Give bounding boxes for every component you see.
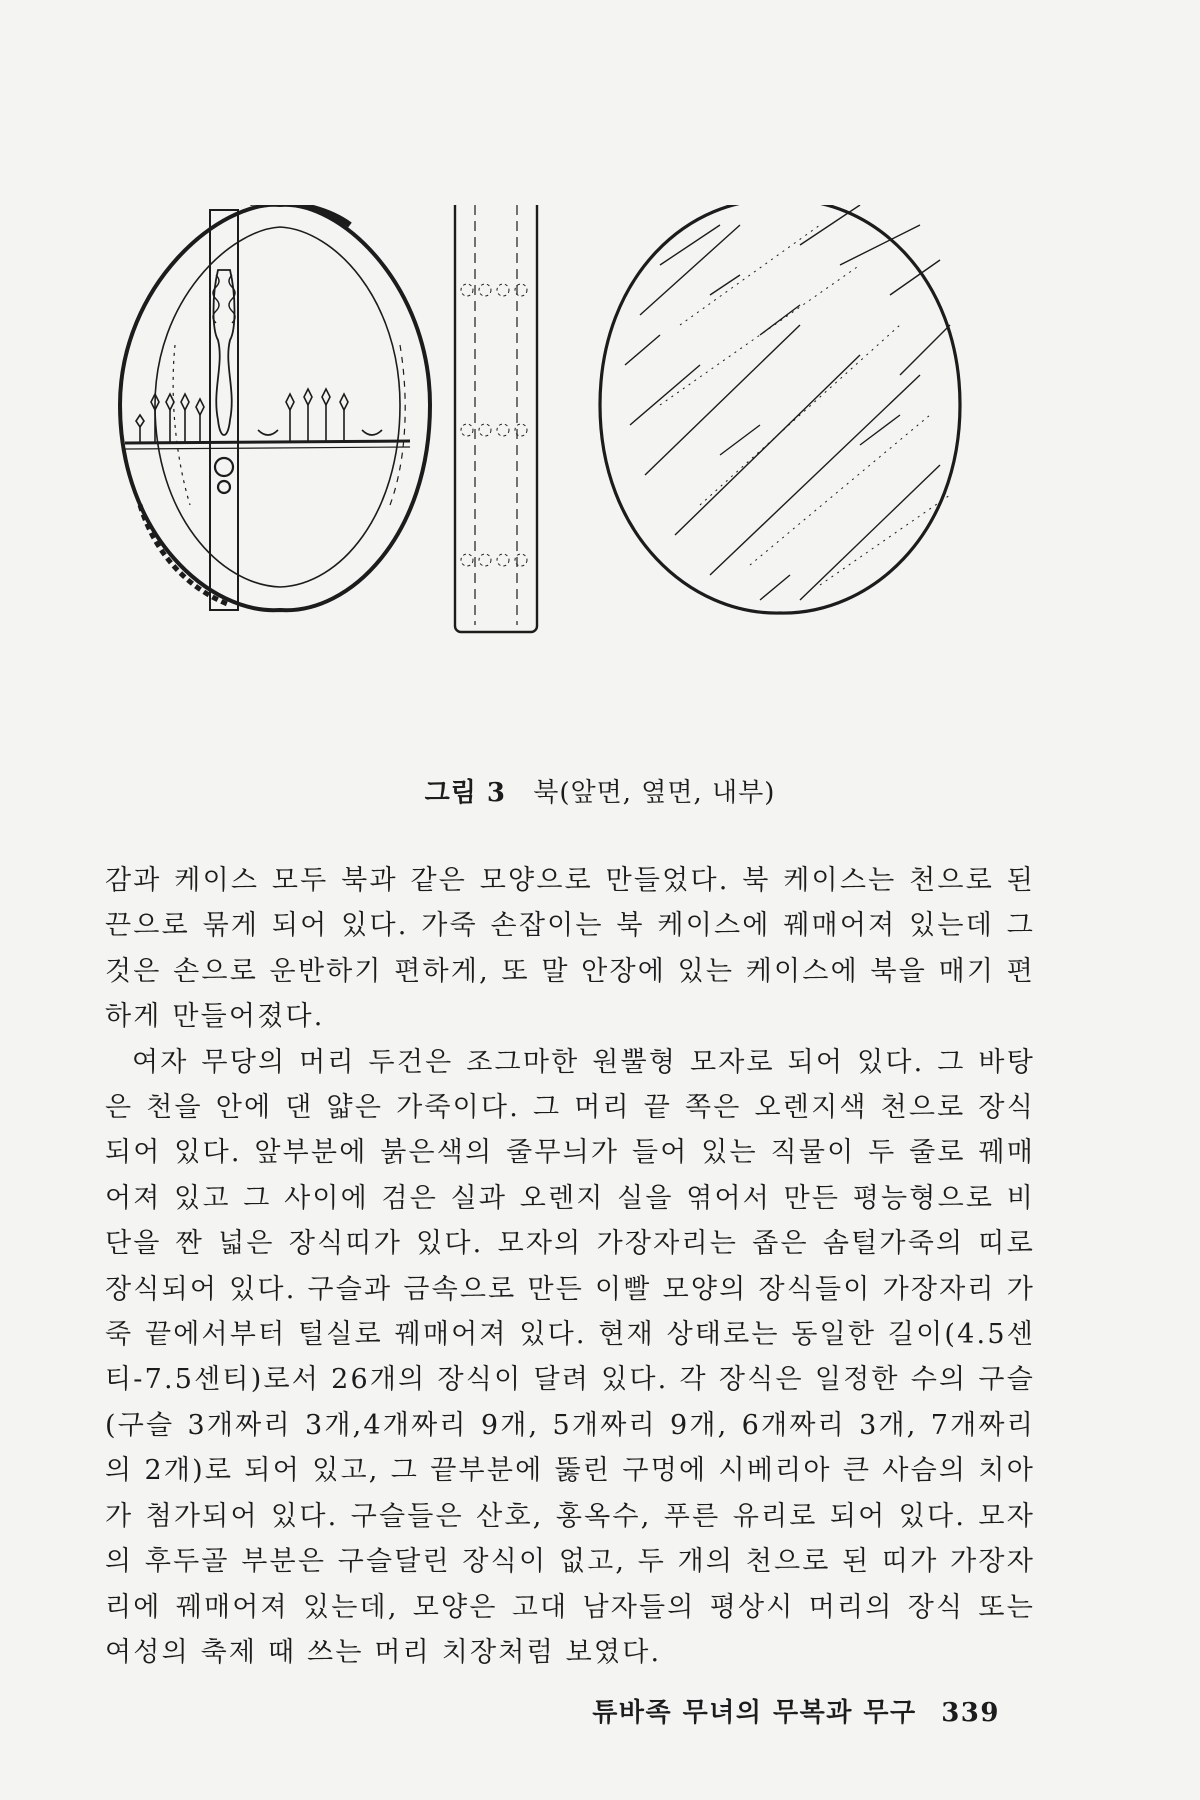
running-title: 튜바족 무녀의 무복과 무구: [592, 1698, 917, 1728]
page-number: 339: [941, 1698, 1000, 1728]
paragraph-2: 여자 무당의 머리 두건은 조그마한 원뿔형 모자로 되어 있다. 그 바탕은 천을 안에 댄 얇은 가죽이다. 그 머리 끝 쪽은 오렌지색 천으로 장식되어 있다. 앞부분에 붉은색의 줄무늬가 들어 있는 직물이 두 줄로 꿰매어져 있고 그 사이에 검은 실과 오렌지 실을 엮어서 만든 평능형으로 비단을 짠 넓은 장식띠가 있다. 모자의 가장자리는 좁은 솜털가죽의 띠로 장식되어 있다. 구슬과 금속으로 만든 이빨 모양의 장식들이 가장자리 가죽 끝에서부터 털실로 꿰매어져 있다. 현재 상태로는 동일한 길이(4.5센티-7.5센티)로서 26개의 장식이 달려 있다. 각 장식은 일정한 수의 구슬(구슬 3개짜리 3개,4개짜리 9개, 5개짜리 9개, 6개짜리 3개, 7개짜리의 2개)로 되어 있고, 그 끝부분에 뚫린 구멍에 시베리아 큰 사슴의 치아가 첨가되어 있다. 구슬들은 산호, 홍옥수, 푸른 유리로 되어 있다. 모자의 후두골 부분은 구슬달린 장식이 없고, 두 개의 천으로 된 띠가 가장자리에 꿰매어져 있는데, 모양은 고대 남자들의 평상시 머리의 장식 또는 여성의 축제 때 쓰는 머리 치장처럼 보였다.: [105, 1046, 1035, 1668]
drum-interior-view: [120, 205, 430, 610]
paragraph-1: 감과 케이스 모두 북과 같은 모양으로 만들었다. 북 케이스는 천으로 된 끈으로 묶게 되어 있다. 가죽 손잡이는 북 케이스에 꿰매어져 있는데 그것은 손으로 운반하기 편하게, 또 말 안장에 있는 케이스에 북을 매기 편하게 만들어졌다.: [105, 865, 1035, 1033]
drum-side-view: [455, 205, 537, 632]
page-footer: [592, 1692, 1000, 1729]
figure-label: 그림 3: [424, 778, 506, 808]
body-text: [105, 858, 1035, 1675]
figure-caption-text: 북(앞면, 옆면, 내부): [533, 778, 776, 808]
drum-illustration: [100, 205, 1060, 765]
drum-front-view: [600, 205, 960, 613]
drum-drawing: [100, 205, 1060, 765]
figure-caption: [0, 772, 1200, 809]
